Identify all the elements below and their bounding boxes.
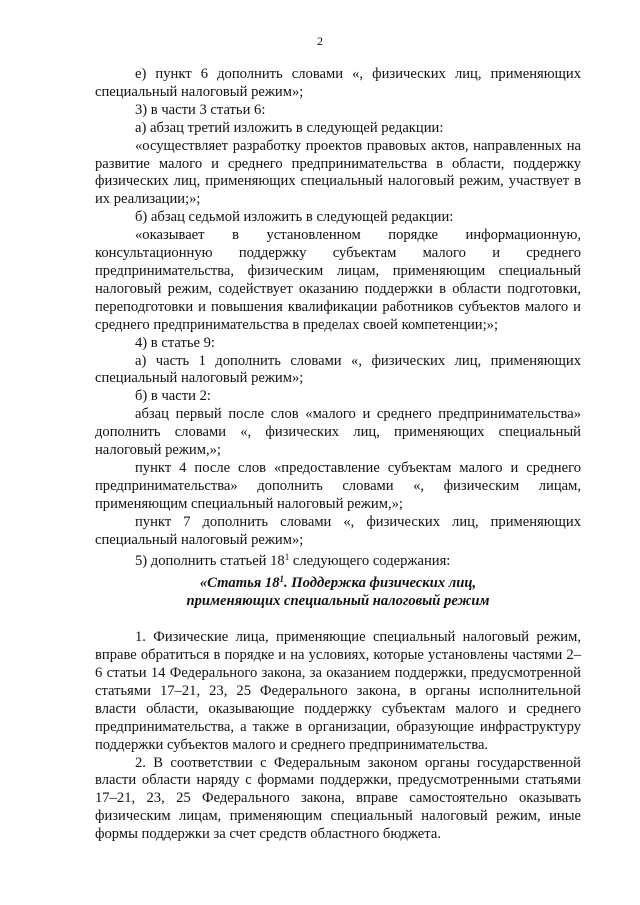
paragraph: 4) в статье 9: <box>135 334 215 351</box>
paragraph: «осуществляет разработку проектов правовых актов, направленных на развитие малого и среднего предпринимательства в области, поддержку физических лиц, применяющих специальный налоговый режим, участвует в их реализации;»; <box>95 137 581 208</box>
paragraph: абзац первый после слов «малого и среднего предпринимательства» дополнить словами «, физических лиц, применяющих специальный налоговый режим,»; <box>95 406 581 459</box>
paragraph: а) абзац третий изложить в следующей редакции: <box>135 119 444 136</box>
item5-superscript: 1 <box>284 552 290 563</box>
paragraph: 1. Физические лица, применяющие специальный налоговый режим, вправе обратиться в порядке и на условиях, которые установлены частями 2–6 статьи 14 Федерального закона, за оказанием поддержки, предусмотренной статьями 17–21, 23, 25 Федерального закона, в органы исполнительной власти области, оказывающие поддержку субъектам малого и среднего предпринимательства, а также в организации, образующие инфраструктуру поддержки субъектов малого и среднего предпринимательства. <box>95 629 581 753</box>
item5-text-after: следующего содержания: <box>289 553 451 570</box>
heading-text-after: . Поддержка физических лиц, <box>284 575 477 592</box>
paragraph: 3) в части 3 статьи 6: <box>135 101 266 118</box>
paragraph: пункт 4 после слов «предоставление субъектам малого и среднего предпринимательства» дополнить словами «, физическим лицам, применяющим специальный налоговый режим,»; <box>95 459 581 512</box>
paragraph-item5 <box>95 549 581 571</box>
paragraph: 2. В соответствии с Федеральным законом органы государственной власти области наряду с формами поддержки, предусмотренными статьями 17–21, 23, 25 Федерального закона, вправе самостоятельно оказывать физическим лицам, применяющим специальный налоговый режим, иные формы поддержки за счет средств областного бюджета. <box>95 754 581 843</box>
document-body <box>95 66 581 844</box>
paragraph: «оказывает в установленном порядке информационную, консультационную поддержку субъектам малого и среднего предпринимательства, физическим лицам, применяющим специальный налоговый режим, содействует оказанию поддержки в области подготовки, переподготовки и повышения квалификации работников субъектов малого и среднего предпринимательства в пределах своей компетенции;»; <box>95 227 581 333</box>
paragraph: е) пункт 6 дополнить словами «, физических лиц, применяющих специальный налоговый режим»; <box>95 66 581 100</box>
heading-superscript: 1 <box>279 574 284 585</box>
item5-text-before: 5) дополнить статьей 18 <box>135 553 285 570</box>
heading-text-before: «Статья 18 <box>199 575 280 592</box>
spacer <box>95 611 581 629</box>
article-heading <box>95 571 581 611</box>
article-heading-line-1 <box>95 571 581 593</box>
paragraph: б) в части 2: <box>135 388 211 405</box>
paragraph: а) часть 1 дополнить словами «, физических лиц, применяющих специальный налоговый режим»; <box>95 352 581 387</box>
paragraph: б) абзац седьмой изложить в следующей редакции: <box>135 209 454 226</box>
page-number: 2 <box>317 34 323 48</box>
article-heading-line-2: применяющих специальный налоговый режим <box>186 593 490 610</box>
paragraph: пункт 7 дополнить словами «, физических лиц, применяющих специальный налоговый режим»; <box>95 513 581 548</box>
